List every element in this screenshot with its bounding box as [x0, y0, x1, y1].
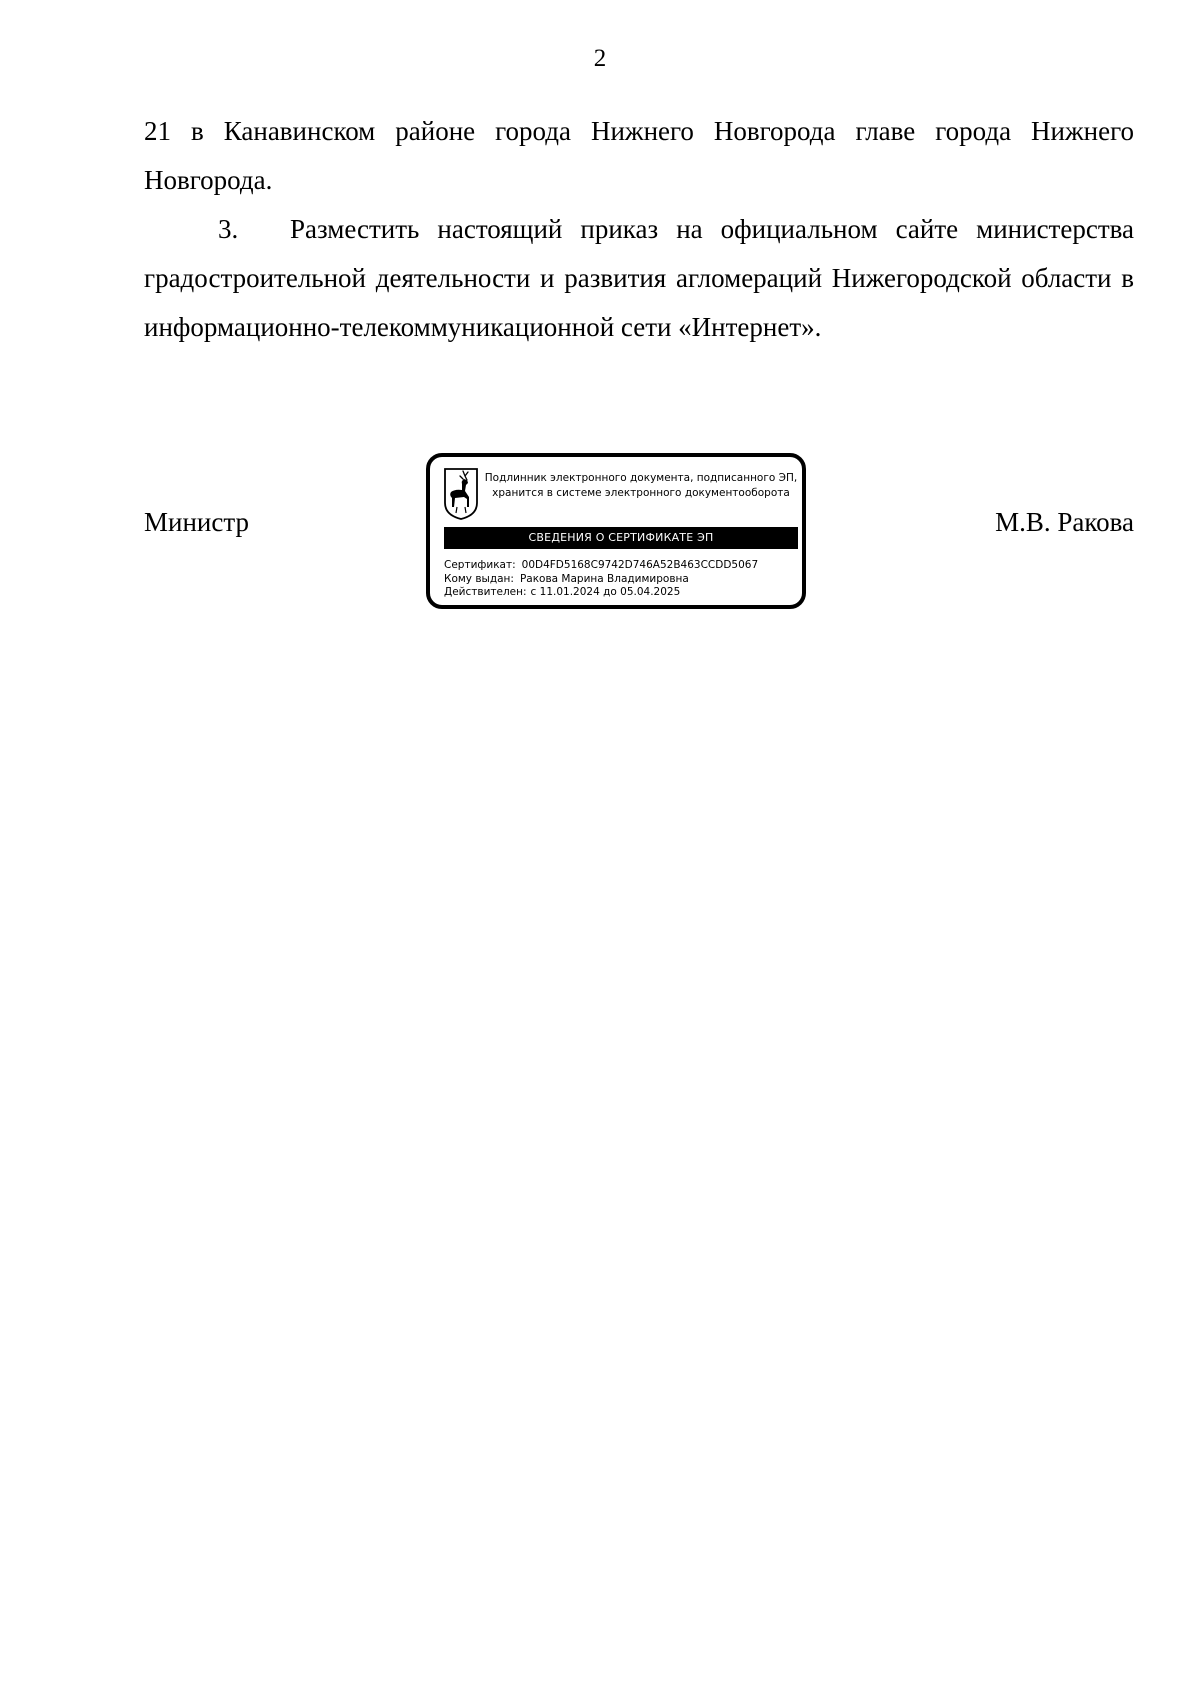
deer-emblem-icon [443, 467, 479, 521]
certificate-details [444, 559, 798, 600]
issued-to-value: Ракова Марина Владимировна [519, 572, 689, 585]
certificate-row [444, 559, 798, 573]
stamp-header [482, 471, 800, 501]
issued-to-row [444, 573, 798, 587]
paragraph-continuation: 21 в Канавинском районе города Нижнего Новгорода главе города Нижнего Новгорода. [144, 116, 1134, 195]
page-number: 2 [593, 45, 607, 72]
paragraph-3-text: Разместить настоящий приказ на официальном сайте министерства градостроительной деятельности и развития агломераций Нижегородской области в информационно-телекоммуникационной сети «Интернет». [144, 214, 1134, 342]
paragraph-number: 3. [218, 214, 239, 244]
certificate-label: Сертификат: [444, 559, 516, 571]
signer-title: Министр [144, 507, 249, 537]
stamp-header-line-1: Подлинник электронного документа, подписанного ЭП, [484, 472, 798, 484]
signer-name: М.В. Ракова [995, 507, 1134, 537]
validity-value: с 11.01.2024 до 05.04.2025 [530, 586, 681, 598]
paragraph-3 [144, 205, 1134, 352]
certificate-info-bar: СВЕДЕНИЯ О СЕРТИФИКАТЕ ЭП [444, 527, 798, 549]
stamp-header-line-2: хранится в системе электронного документооборота [492, 487, 790, 499]
validity-row [444, 586, 798, 600]
certificate-value: 00D4FD5168C9742D746A52B463CCDD5067 [521, 559, 759, 571]
electronic-signature-stamp [426, 453, 806, 609]
document-body [144, 107, 1134, 352]
issued-to-label: Кому выдан: [444, 572, 514, 585]
validity-label: Действителен: [444, 586, 527, 598]
